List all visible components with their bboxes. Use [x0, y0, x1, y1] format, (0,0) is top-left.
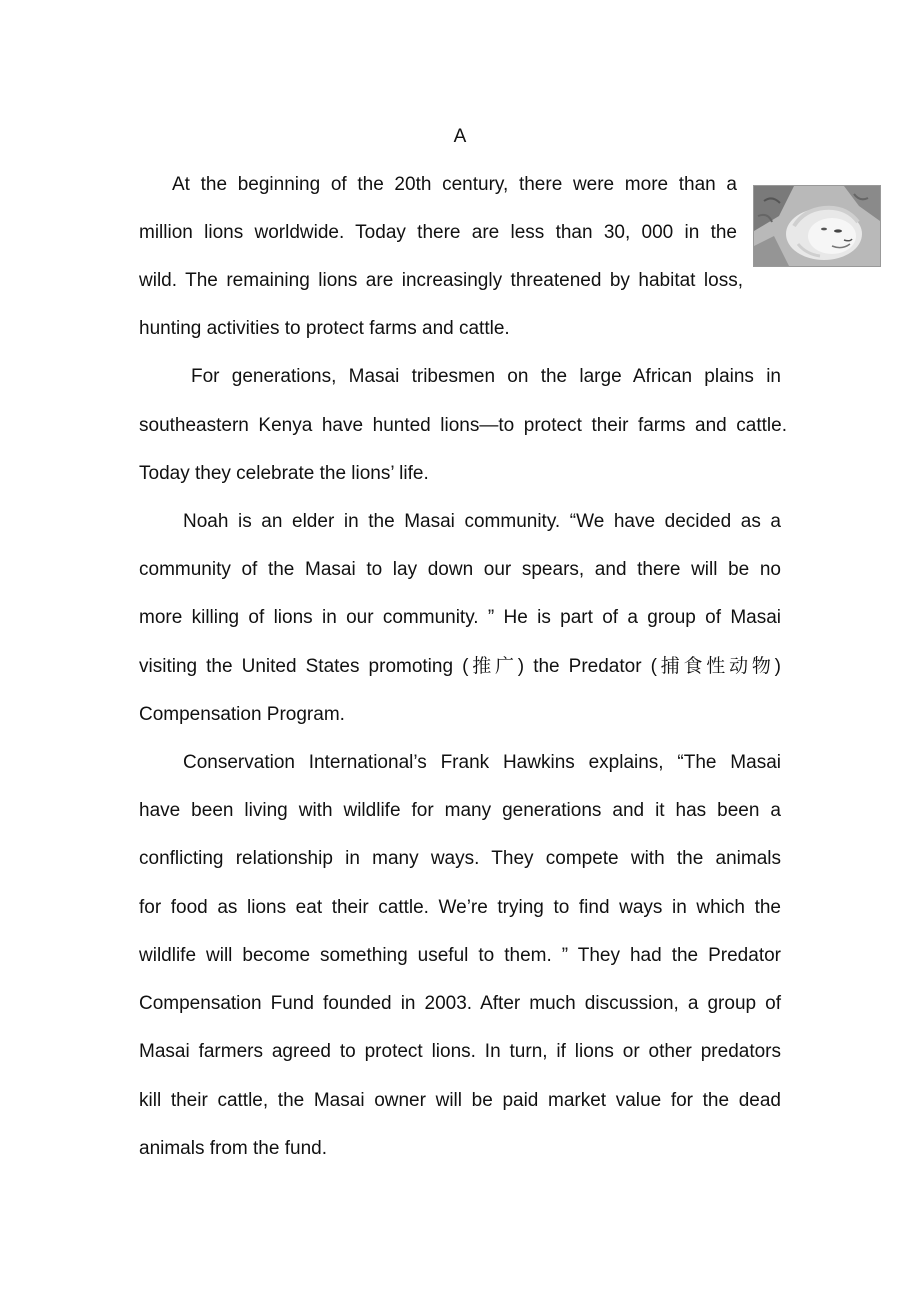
paragraph-line: Conservation International’s Frank Hawkins explains, “The Masai — [183, 752, 781, 773]
paragraph-line: community of the Masai to lay down our spears, and there will be no — [139, 559, 781, 580]
paragraph-line: for food as lions eat their cattle. We’re trying to find ways in which the — [139, 897, 781, 918]
paragraph-line: Masai farmers agreed to protect lions. In turn, if lions or other predators — [139, 1041, 781, 1062]
paragraph-line: For generations, Masai tribesmen on the large African plains in — [191, 366, 781, 387]
paragraph-line: Today they celebrate the lions’ life. — [139, 463, 429, 484]
paragraph-line: animals from the fund. — [139, 1138, 327, 1159]
paragraph-line: Compensation Fund founded in 2003. After much discussion, a group of — [139, 993, 781, 1014]
paragraph-line: million lions worldwide. Today there are less than 30, 000 in the — [139, 222, 737, 243]
lion-photo-icon — [753, 185, 881, 267]
passage-heading: A — [453, 126, 467, 147]
paragraph-line: visiting the United States promoting (推广) the Predator (捕食性动物) — [139, 656, 781, 677]
paragraph-line: have been living with wildlife for many generations and it has been a — [139, 800, 781, 821]
paragraph-line: wildlife will become something useful to them. ” They had the Predator — [139, 945, 781, 966]
paragraph-line: conflicting relationship in many ways. They compete with the animals — [139, 848, 781, 869]
paragraph-line: southeastern Kenya have hunted lions—to protect their farms and cattle. — [139, 415, 787, 436]
paragraph-line: wild. The remaining lions are increasingly threatened by habitat loss, — [139, 270, 743, 291]
paragraph-line: more killing of lions in our community. ” He is part of a group of Masai — [139, 607, 781, 628]
paragraph-line: Compensation Program. — [139, 704, 345, 725]
paragraph-line: kill their cattle, the Masai owner will be paid market value for the dead — [139, 1090, 781, 1111]
paragraph-line: hunting activities to protect farms and cattle. — [139, 318, 510, 339]
paragraph-line: Noah is an elder in the Masai community. “We have decided as a — [183, 511, 781, 532]
paragraph-line: At the beginning of the 20th century, there were more than a — [172, 174, 737, 195]
